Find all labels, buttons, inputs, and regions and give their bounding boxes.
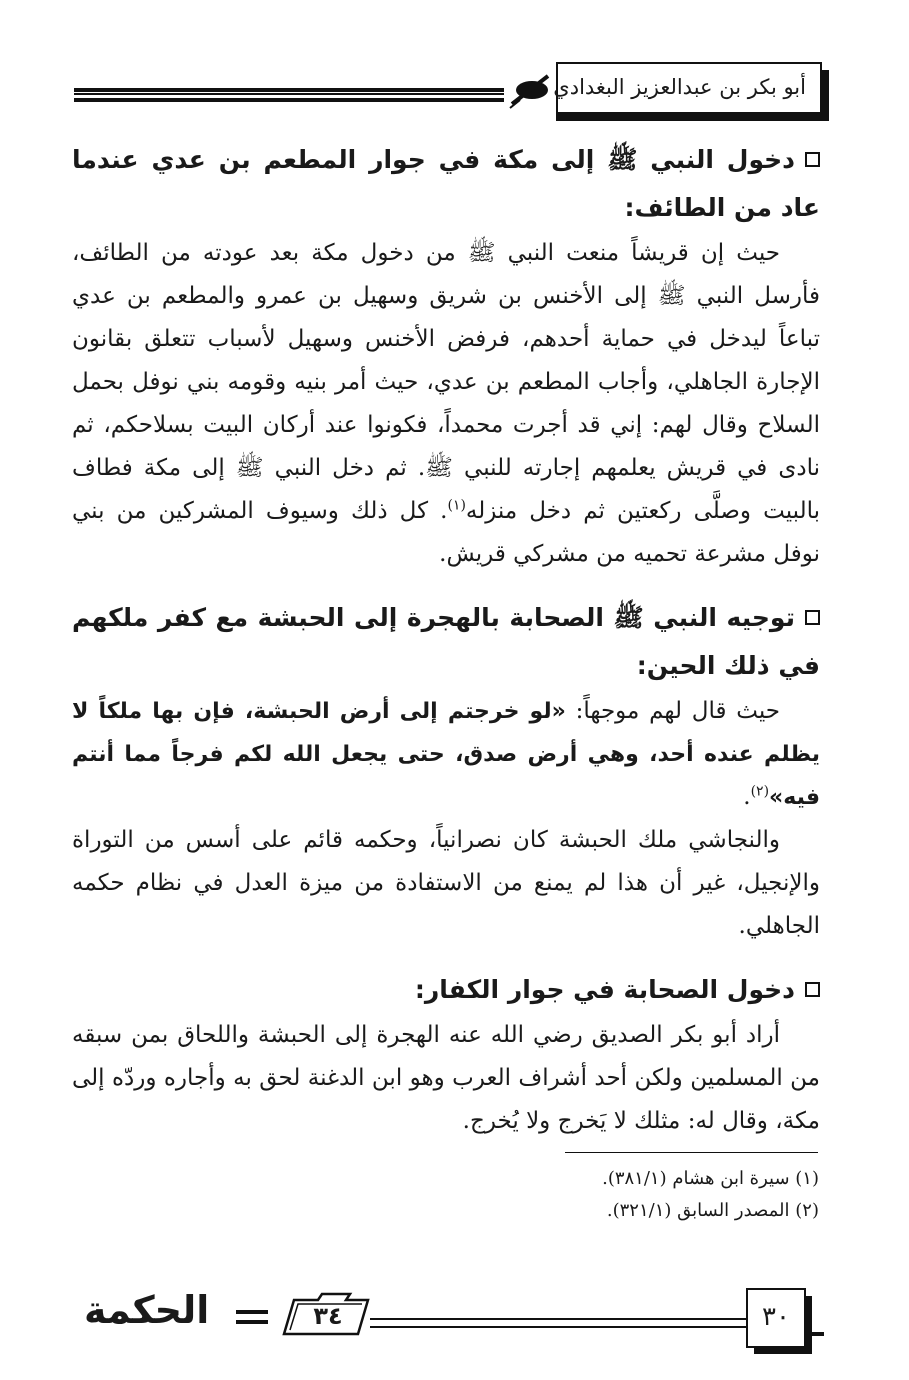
paragraph: حيث قال لهم موجهاً: «لو خرجتم إلى أرض الحبشة، فإن بها ملكاً لا يظلم عنده أحد، وهي أرض صدق، حتى يجعل الله لكم فرجاً مما أنتم فيه»$^{(٢)}$.: [72, 698, 820, 810]
footer-dash: [236, 1310, 268, 1324]
footnote: (٢) المصدر السابق (٣٢١/١).: [606, 1200, 819, 1221]
page-header: [70, 62, 822, 120]
page-footer: [84, 1288, 824, 1348]
footnote-rule: [565, 1152, 818, 1153]
hadith-quote: «لو خرجتم إلى أرض الحبشة، فإن بها ملكاً لا يظلم عنده أحد، وهي أرض صدق، حتى يجعل الله لكم فرجاً مما أنتم فيه»: [72, 699, 820, 810]
issue-number: ٣٤: [313, 1302, 343, 1330]
paragraph: والنجاشي ملك الحبشة كان نصرانياً، وحكمه قائم على أسس من التوراة والإنجيل، غير أن هذا لم يمنع من الاستفادة من ميزة العدل في نظام حكمه الجاهلي.: [72, 827, 820, 939]
checkbox-square-icon: [805, 152, 820, 167]
paragraph: أراد أبو بكر الصديق رضي الله عنه الهجرة إلى الحبشة واللحاق بمن سبقه من المسلمين ولكن أحد أشراف العرب وهو ابن الدغنة لحق به وأجاره وردّه إلى مكة، وقال له: مثلك لا يَخرج ولا يُخرج.: [72, 1022, 820, 1134]
paragraph: حيث إن قريشاً منعت النبي ﷺ من دخول مكة بعد عودته من الطائف، فأرسل النبي ﷺ إلى الأخنس بن شريق وسهيل بن عمرو والمطعم بن عدي تباعاً ليدخل في حماية أحدهم، فرفض الأخنس وسهيل لأسباب تتعلق بقانون الإجارة الجاهلي، وأجاب المطعم بن عدي، حيث أمر بنيه وقومه بني نوفل بحمل السلاح وقال لهم: إني قد أجرت محمداً، فكونوا عند أركان البيت بسلاحكم، ثم نادى في قريش يعلمهم إجارته للنبي ﷺ. ثم دخل النبي ﷺ إلى مكة فطاف بالبيت وصلَّى ركعتين ثم دخل منزله$^{(١)}$. كل ذلك وسيوف المشركين من بني نوفل مشرعة تحميه من مشركي قريش.: [72, 240, 820, 567]
section: [72, 966, 820, 1143]
page-number-box: [746, 1288, 806, 1348]
page-number: ٣٠: [762, 1302, 790, 1332]
section: [72, 594, 820, 948]
article-body: [72, 136, 820, 1161]
footnotes: [219, 1163, 819, 1227]
checkbox-square-icon: [805, 610, 820, 625]
page-corner-rule: [806, 1332, 824, 1336]
footnote-ref: (٢): [750, 783, 770, 800]
checkbox-square-icon: [805, 982, 820, 997]
author-box: [553, 62, 822, 114]
section-heading: دخول الصحابة في جوار الكفار:: [72, 966, 820, 1014]
section-heading: توجيه النبي ﷺ الصحابة بالهجرة إلى الحبشة مع كفر ملكهم في ذلك الحين:: [72, 603, 820, 680]
footer-rule: [370, 1318, 746, 1328]
section-heading: دخول النبي ﷺ إلى مكة في جوار المطعم بن عدي عندما عاد من الطائف:: [72, 145, 820, 222]
quill-icon: [508, 70, 552, 110]
section: [72, 136, 820, 576]
footnote-ref: (١): [447, 497, 466, 514]
author-name: أبو بكر بن عبدالعزيز البغدادي: [553, 75, 806, 99]
brand-logo: الحكمة: [84, 1288, 210, 1332]
footnote: (١) سيرة ابن هشام (٣٨١/١).: [602, 1168, 819, 1189]
header-rule: [74, 88, 504, 102]
